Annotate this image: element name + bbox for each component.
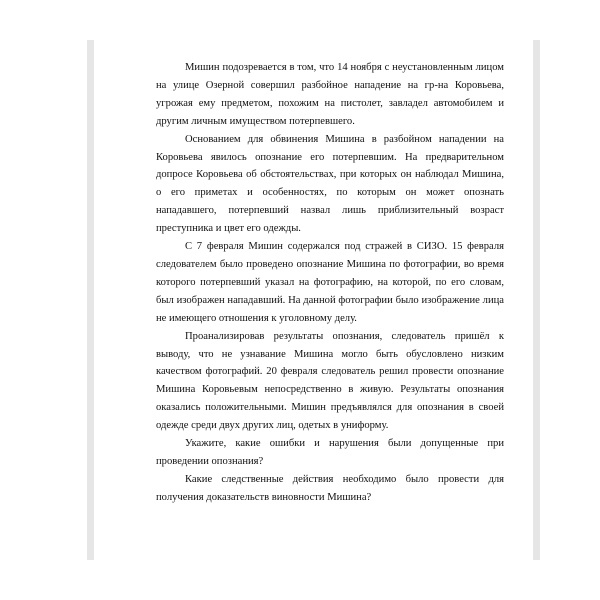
page-right-margin-strip [533, 40, 540, 560]
paragraph-case-description: Мишин подозревается в том, что 14 ноября с неустановленным лицом на улице Озерной совершил разбойное нападение на гр-на Коровьева, угрожая ему предметом, похожим на пистолет, завладел автомобилем и другим личным имуществом потерпевшего. [156, 62, 504, 127]
paragraph-photo-identification: С 7 февраля Мишин содержался под стражей в СИЗО. 15 февраля следователем было проведено опознание Мишина по фотографии, во время которого потерпевший указал на фотографию, на которой, по его словам, был изображен нападавший. На данной фотографии было изображение лица не имеющего отношения к уголовному делу. [156, 241, 504, 324]
paragraph-accusation-basis: Основанием для обвинения Мишина в разбойном нападении на Коровьева явилось опознание его потерпевшим. На предварительном допросе Коровьева об обстоятельствах, при которых он наблюдал Мишина, о его приметах и особенностях, по которым он может опознать нападавшего, потерпевший назвал лишь приблизительный возраст преступника и цвет его одежды. [156, 133, 504, 235]
question-investigative-actions: Какие следственные действия необходимо было провести для получения доказательств виновности Мишина? [156, 473, 504, 503]
question-errors: Укажите, какие ошибки и нарушения были допущенные при проведении опознания? [156, 438, 504, 467]
document-page [156, 59, 504, 507]
page-left-margin-strip [87, 40, 94, 560]
paragraph-live-identification: Проанализировав результаты опознания, следователь пришёл к выводу, что не узнавание Мишина могло быть обусловлено низким качеством фотографий. 20 февраля следователь решил провести опознание Мишина Коровьевым непосредственно в живую. Результаты опознания оказались положительными. Мишин предъявлялся для опознания в своей одежде среди двух других лиц, одетых в униформу. [156, 330, 504, 432]
